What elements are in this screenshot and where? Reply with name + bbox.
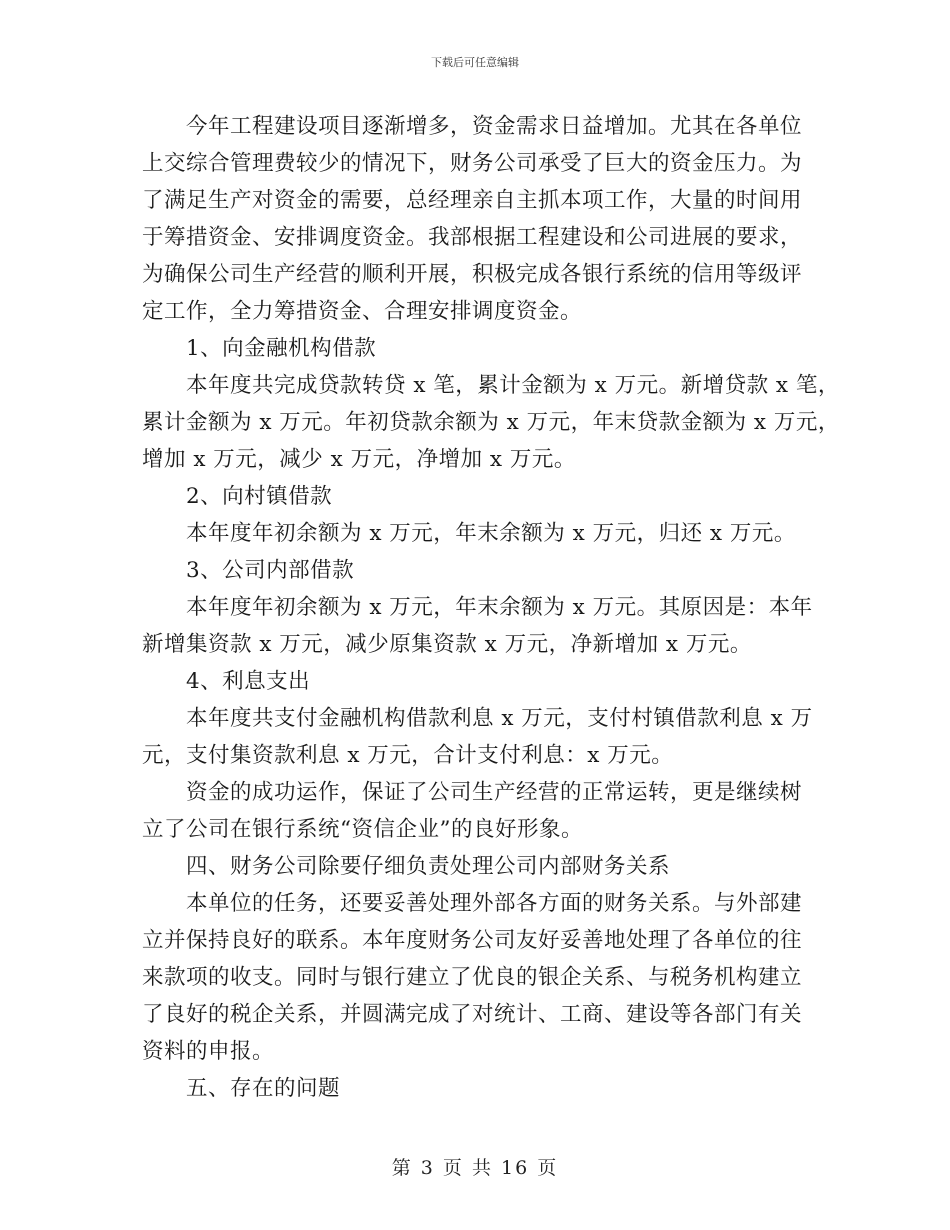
text-line: 为确保公司生产经营的顺利开展，积极完成各银行系统的信用等级评 bbox=[142, 262, 803, 287]
text-line: 资料的申报。 bbox=[142, 1039, 275, 1064]
header-note: 下载后可任意编辑 bbox=[431, 56, 519, 69]
page-number: 第 3 页 共 16 页 bbox=[391, 1157, 559, 1179]
text-line: 四、财务公司除要仔细负责处理公司内部财务关系 bbox=[186, 854, 671, 879]
text-line: 本年度共完成贷款转贷 x 笔，累计金额为 x 万元。新增贷款 x 笔， bbox=[186, 373, 840, 398]
text-line: 本年度共支付金融机构借款利息 x 万元，支付村镇借款利息 x 万 bbox=[186, 706, 813, 731]
text-line: 五、存在的问题 bbox=[186, 1076, 341, 1101]
text-line: 了良好的税企关系，并圆满完成了对统计、工商、建设等各部门有关 bbox=[142, 1002, 803, 1027]
text-line: 增加 x 万元，减少 x 万元，净增加 x 万元。 bbox=[142, 447, 576, 472]
text-line: 4、利息支出 bbox=[186, 669, 311, 694]
document-body bbox=[142, 108, 840, 1107]
text-line: 来款项的收支。同时与银行建立了优良的银企关系、与税务机构建立 bbox=[142, 965, 803, 990]
text-line: 本年度年初余额为 x 万元，年末余额为 x 万元，归还 x 万元。 bbox=[186, 521, 796, 546]
text-line: 3、公司内部借款 bbox=[186, 558, 355, 583]
text-line: 了满足生产对资金的需要，总经理亲自主抓本项工作，大量的时间用 bbox=[142, 188, 803, 213]
text-line: 新增集资款 x 万元，减少原集资款 x 万元，净新增加 x 万元。 bbox=[142, 632, 752, 657]
text-line: 本年度年初余额为 x 万元，年末余额为 x 万元。其原因是：本年 bbox=[186, 595, 813, 620]
text-line: 上交综合管理费较少的情况下，财务公司承受了巨大的资金压力。为 bbox=[142, 151, 803, 176]
text-line: 资金的成功运作，保证了公司生产经营的正常运转，更是继续树 bbox=[186, 780, 803, 805]
text-line: 于筹措资金、安排调度资金。我部根据工程建设和公司进展的要求， bbox=[142, 225, 803, 250]
text-line: 2、向村镇借款 bbox=[186, 484, 333, 509]
text-line: 1、向金融机构借款 bbox=[186, 336, 377, 361]
text-line: 今年工程建设项目逐渐增多，资金需求日益增加。尤其在各单位 bbox=[186, 114, 803, 139]
text-line: 立并保持良好的联系。本年度财务公司友好妥善地处理了各单位的往 bbox=[142, 928, 803, 953]
text-line: 定工作，全力筹措资金、合理安排调度资金。 bbox=[142, 299, 583, 324]
text-line: 累计金额为 x 万元。年初贷款余额为 x 万元，年末贷款金额为 x 万元， bbox=[142, 410, 840, 435]
text-line: 立了公司在银行系统“资信企业”的良好形象。 bbox=[142, 817, 583, 842]
text-line: 本单位的任务，还要妥善处理外部各方面的财务关系。与外部建 bbox=[186, 891, 803, 916]
text-line: 元，支付集资款利息 x 万元，合计支付利息：x 万元。 bbox=[142, 743, 674, 768]
